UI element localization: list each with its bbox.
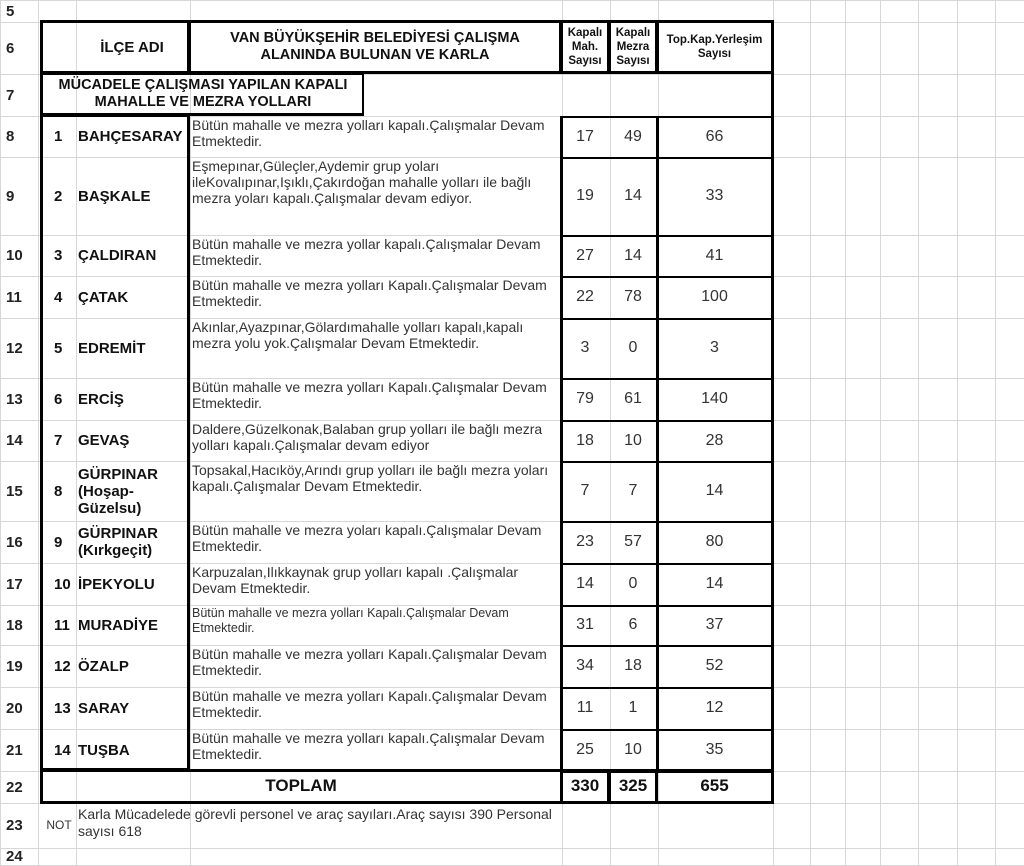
header-mezra-border	[608, 20, 658, 74]
district-name[interactable]: ÇALDIRAN	[78, 247, 157, 264]
district-name[interactable]: TUŞBA	[78, 741, 130, 759]
road-status-description[interactable]: Karpuzalan,Ilıkkaynak grup yolları kapalı .Çalışmalar Devam Etmektedir.	[192, 564, 519, 596]
district-name[interactable]: İPEKYOLU	[78, 575, 155, 593]
grid-row-line	[0, 848, 1024, 849]
district-name[interactable]: ERCİŞ	[78, 390, 124, 408]
row-number[interactable]: 24	[6, 848, 23, 865]
district-number[interactable]: 6	[54, 390, 63, 408]
header-title-line2: ALANINDA BULUNAN VE KARLA	[260, 47, 490, 63]
closed-mezra-count[interactable]: 6	[628, 616, 638, 633]
district-number[interactable]: 2	[54, 187, 63, 205]
total-cell-border	[656, 276, 774, 320]
road-status-description[interactable]: Bütün mahalle ve mezra yolları Kapalı.Çalışmalar Devam Etmektedir.	[192, 688, 547, 720]
row-number[interactable]: 18	[6, 616, 23, 634]
note-text[interactable]: Karla Mücadelede görevli personel ve araç sayıları.Araç sayısı 390 Personal sayısı 618	[78, 806, 552, 839]
road-status-description[interactable]: Bütün mahalle ve mezra yolları Kapalı.Çalışmalar Devam Etmektedir.	[192, 606, 509, 635]
total-cell-border	[656, 318, 774, 380]
total-cell-border	[656, 235, 774, 278]
grid-col-line	[845, 0, 846, 865]
row-number[interactable]: 8	[6, 128, 15, 145]
total-cell-border	[656, 521, 774, 565]
district-number[interactable]: 13	[54, 699, 71, 717]
district-number[interactable]: 8	[54, 482, 63, 500]
header-closed-mah-l1: Kapalı	[567, 27, 603, 39]
row-number[interactable]: 20	[6, 699, 23, 717]
total-cell-border	[656, 461, 774, 523]
row-number[interactable]: 9	[6, 187, 15, 205]
row-number[interactable]: 5	[6, 2, 15, 20]
totals-label[interactable]: TOPLAM	[265, 776, 337, 795]
closed-mah-count[interactable]: 27	[576, 246, 594, 264]
road-status-description[interactable]: Daldere,Güzelkonak,Balaban grup yolları ile bağlı mezra yolları kapalı.Çalışmalar devam ediyor	[192, 421, 543, 453]
subheader-line2: MAHALLE VE MEZRA YOLLARI	[94, 94, 312, 110]
totals-row-border	[40, 769, 774, 804]
district-name[interactable]: GÜRPINAR (Kırkgeçit)	[78, 525, 159, 559]
grid-row-line	[0, 0, 1024, 1]
closed-mah-count[interactable]: 25	[576, 741, 594, 758]
totals-total[interactable]: 655	[700, 776, 729, 795]
header-district-border	[40, 20, 190, 74]
grid-col-line	[880, 0, 881, 865]
totals-mah[interactable]: 330	[570, 776, 600, 795]
header-total-border	[656, 20, 774, 74]
closed-mah-count[interactable]: 34	[576, 657, 594, 674]
note-label[interactable]: NOT	[46, 818, 72, 832]
district-number[interactable]: 11	[54, 616, 70, 634]
total-cell-border	[656, 729, 774, 773]
total-cell-border	[656, 645, 774, 689]
total-cell-border	[656, 378, 774, 422]
closed-mezra-count[interactable]: 61	[624, 390, 642, 407]
closed-mezra-count[interactable]: 49	[624, 127, 642, 145]
district-number[interactable]: 9	[54, 533, 63, 551]
header-closed-mah-l3: Sayısı	[568, 55, 602, 67]
district-number[interactable]: 4	[54, 288, 63, 306]
total-closed-count[interactable]: 100	[701, 288, 728, 305]
district-number[interactable]: 1	[54, 128, 63, 145]
header-closed-mah-l2: Mah.	[571, 41, 599, 53]
district-name[interactable]: ÇATAK	[78, 288, 129, 306]
total-closed-count[interactable]: 37	[705, 616, 724, 633]
total-cell-border	[656, 420, 774, 463]
total-closed-count[interactable]: 14	[705, 482, 724, 499]
header-total-l2: Sayısı	[697, 48, 732, 60]
district-number[interactable]: 5	[54, 339, 63, 357]
closed-mezra-count[interactable]: 14	[624, 246, 642, 264]
district-name[interactable]: SARAY	[78, 699, 130, 717]
closed-mezra-count[interactable]: 7	[628, 482, 638, 499]
closed-mah-count[interactable]: 79	[576, 390, 594, 407]
totals-mezra-border	[608, 769, 658, 804]
closed-mah-count[interactable]: 7	[580, 482, 590, 499]
total-closed-count[interactable]: 14	[705, 575, 724, 592]
row-number[interactable]: 17	[6, 575, 23, 593]
row-number[interactable]: 11	[6, 288, 22, 306]
header-title-border	[188, 20, 562, 74]
header-closed-mezra-l3: Sayısı	[616, 55, 650, 67]
totals-mah-border	[560, 769, 610, 804]
total-closed-count[interactable]: 140	[701, 390, 728, 407]
row-number[interactable]: 16	[6, 533, 23, 551]
grid-col-line	[995, 0, 996, 865]
total-closed-count[interactable]: 3	[710, 339, 719, 356]
grid-col-line	[38, 0, 39, 865]
grid-col-line	[918, 0, 919, 865]
road-status-description[interactable]: Bütün mahalle ve mezra yolları Kapalı.Çalışmalar Devam Etmektedir.	[192, 379, 547, 411]
row-number[interactable]: 12	[6, 339, 23, 357]
total-cell-border	[656, 116, 774, 159]
district-name[interactable]: BAŞKALE	[78, 187, 151, 205]
road-status-description[interactable]: Topsakal,Hacıköy,Arındı grup yolları ile bağlı mezra yoları kapalı.Çalışmalar Devam Etmektedir.	[192, 462, 549, 494]
closed-mezra-count[interactable]: 14	[624, 187, 642, 204]
grid-col-line	[957, 0, 958, 865]
total-closed-count[interactable]: 12	[705, 699, 724, 716]
road-status-description[interactable]: Eşmepınar,Güleçler,Aydemir grup yoları ileKovalıpınar,Işıklı,Çakırdoğan mahalle yolları ile bağlı mezra yoları kapalı.Çalışmalar devam ediyor.	[192, 158, 532, 206]
road-status-description[interactable]: Bütün mahalle ve mezra yolları Kapalı.Çalışmalar Devam Etmektedir.	[192, 277, 547, 309]
total-closed-count[interactable]: 41	[705, 246, 724, 264]
closed-mah-count[interactable]: 3	[580, 339, 590, 356]
district-number[interactable]: 12	[54, 657, 71, 675]
closed-mah-count[interactable]: 31	[576, 616, 594, 633]
total-cell-border	[656, 605, 774, 647]
district-name[interactable]: ÖZALP	[78, 657, 129, 675]
row-number[interactable]: 22	[6, 778, 23, 796]
closed-mah-count[interactable]: 11	[576, 699, 594, 716]
row-number[interactable]: 7	[6, 86, 15, 104]
road-status-description[interactable]: Bütün mahalle ve mezra yolları Kapalı.Çalışmalar Devam Etmektedir.	[192, 646, 547, 678]
closed-mezra-count[interactable]: 10	[624, 431, 642, 449]
road-status-description[interactable]: Bütün mahalle ve mezra yolları kapalı.Çalışmalar Devam Etmektedir.	[192, 730, 545, 762]
closed-mah-count[interactable]: 14	[576, 575, 594, 592]
closed-mezra-count[interactable]: 0	[628, 575, 638, 592]
district-column-border	[40, 114, 190, 771]
total-cell-border	[656, 157, 774, 237]
closed-mah-count[interactable]: 22	[576, 288, 594, 305]
row-number[interactable]: 10	[6, 247, 23, 264]
closed-mezra-count[interactable]: 1	[628, 699, 638, 716]
district-name[interactable]: GÜRPINAR (Hoşap-Güzelsu)	[78, 465, 159, 517]
district-number[interactable]: 3	[54, 247, 63, 264]
district-number[interactable]: 10	[54, 575, 71, 593]
subheader-border	[40, 72, 364, 116]
grid-col-line	[810, 0, 811, 865]
total-cell-border	[656, 687, 774, 731]
header-district[interactable]: İLÇE ADI	[100, 38, 164, 56]
totals-mezra[interactable]: 325	[618, 776, 648, 795]
row-number[interactable]: 23	[6, 817, 23, 834]
district-name[interactable]: BAHÇESARAY	[78, 128, 183, 145]
header-closed-mezra-l2: Mezra	[616, 41, 650, 53]
total-closed-count[interactable]: 80	[705, 533, 724, 550]
closed-mah-count[interactable]: 18	[576, 431, 594, 449]
header-total-l1: Top.Kap.Yerleşim	[666, 34, 763, 46]
district-name[interactable]: EDREMİT	[78, 339, 146, 357]
header-closed-mezra-l1: Kapalı	[615, 27, 651, 39]
road-status-description[interactable]: Akınlar,Ayazpınar,Gölardımahalle yolları kapalı,kapalı mezra yolu yok.Çalışmalar Devam Etmektedir.	[192, 319, 524, 351]
total-closed-count[interactable]: 35	[705, 741, 724, 758]
row-number[interactable]: 19	[6, 657, 23, 675]
district-number[interactable]: 14	[54, 741, 71, 759]
road-status-description[interactable]: Bütün mahalle ve mezra yollar kapalı.Çalışmalar Devam Etmektedir.	[192, 236, 541, 268]
row-number[interactable]: 21	[6, 741, 23, 759]
road-status-description[interactable]: Bütün mahalle ve mezra yolları kapalı.Çalışmalar Devam Etmektedir.	[192, 117, 545, 149]
closed-mah-count[interactable]: 17	[576, 127, 594, 145]
row-number[interactable]: 13	[6, 390, 23, 408]
district-number[interactable]: 7	[54, 432, 63, 449]
closed-mezra-count[interactable]: 57	[624, 533, 642, 550]
district-name[interactable]: GEVAŞ	[78, 432, 130, 449]
total-closed-count[interactable]: 33	[705, 187, 724, 204]
district-name[interactable]: MURADİYE	[78, 616, 159, 634]
total-closed-count[interactable]: 52	[705, 657, 724, 674]
row-number[interactable]: 6	[6, 39, 15, 57]
row-number[interactable]: 14	[6, 432, 23, 449]
road-status-description[interactable]: Bütün mahalle ve mezra yoları kapalı.Çalışmalar Devam Etmektedir.	[192, 522, 542, 554]
closed-mezra-count[interactable]: 0	[628, 339, 638, 356]
closed-mezra-count[interactable]: 10	[624, 741, 642, 758]
subheader-line1: MÜCADELE ÇALIŞMASI YAPILAN KAPALI	[58, 77, 348, 93]
total-cell-border	[656, 563, 774, 607]
closed-mezra-count[interactable]: 78	[624, 288, 642, 305]
total-closed-count[interactable]: 28	[705, 431, 724, 449]
header-title-line1: VAN BÜYÜKŞEHİR BELEDİYESİ ÇALIŞMA	[230, 30, 520, 46]
closed-mah-count[interactable]: 23	[576, 533, 594, 550]
closed-mah-count[interactable]: 19	[576, 187, 594, 204]
header-mah-border	[560, 20, 610, 74]
row-number[interactable]: 15	[6, 482, 23, 500]
closed-mezra-count[interactable]: 18	[624, 657, 642, 674]
total-closed-count[interactable]: 66	[705, 127, 724, 145]
